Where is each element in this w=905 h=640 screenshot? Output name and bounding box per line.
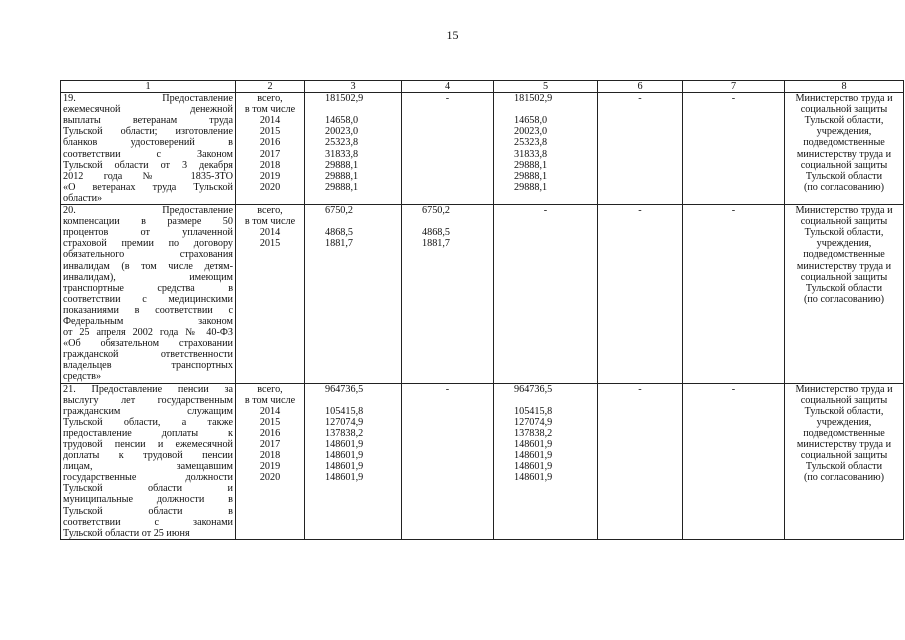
funding-value: 148601,9 — [514, 472, 553, 484]
funding-value: 29888,1 — [514, 170, 548, 182]
column-header: 2 — [236, 81, 305, 93]
description-line: обязательного страхования — [63, 249, 233, 261]
description-line: Тульской области и — [63, 483, 233, 495]
funding-value: 4868,5 — [325, 227, 354, 239]
funding-value: 25323,8 — [325, 137, 359, 149]
year-label: всего, — [257, 93, 283, 105]
funding-value: 20023,0 — [325, 126, 359, 138]
description-line: инвалидам (в том числе детям- — [63, 260, 233, 272]
program-table — [60, 80, 904, 540]
description-line: средств» — [63, 371, 102, 383]
funding-value: 137838,2 — [325, 427, 364, 439]
year-label: всего, — [257, 383, 283, 395]
description-line: ежемесячной денежной — [63, 104, 233, 116]
funding-value: 6750,2 — [325, 205, 354, 217]
funding-value: 1881,7 — [422, 238, 451, 250]
years-cell — [236, 205, 305, 384]
year-label: 2015 — [259, 238, 281, 250]
responsible-line: Министерство труда и — [795, 205, 893, 217]
description-line: соответствии с законами — [63, 516, 233, 528]
local-funding-cell: - — [598, 93, 683, 205]
responsible-line: Тульской области, — [804, 405, 884, 417]
description-line: Тульской области; изготовление — [63, 126, 233, 138]
description-line: Тульской области, а также — [63, 416, 233, 428]
funding-value: 29888,1 — [325, 170, 359, 182]
year-label: 2020 — [259, 181, 281, 193]
year-label: 2015 — [259, 416, 281, 428]
funding-value: 127074,9 — [325, 416, 364, 428]
funding-value: 148601,9 — [325, 472, 364, 484]
page-number: 15 — [446, 28, 459, 42]
description-line: гражданским служащим — [63, 405, 233, 417]
description-line: лицам, замещавшим — [63, 461, 233, 473]
funding-value: 148601,9 — [325, 439, 364, 450]
description-line: выплаты ветеранам труда — [63, 115, 233, 127]
table-row — [61, 383, 904, 539]
description-line: бланков удостоверений в — [63, 137, 233, 149]
year-label: всего, — [257, 205, 283, 217]
regional-funding-cell — [494, 93, 598, 205]
description-line: «Об обязательном страховании — [63, 338, 233, 350]
regional-funding-cell — [494, 383, 598, 539]
description-line: трудовой пенсии и ежемесячной — [63, 439, 233, 450]
year-label: 2019 — [259, 170, 281, 182]
funding-value: 148601,9 — [514, 439, 553, 450]
funding-value: 31833,8 — [514, 148, 548, 160]
federal-funding-cell — [402, 205, 494, 384]
responsible-line: подведомственные — [803, 137, 885, 149]
description-line: муниципальные должности в — [63, 494, 233, 506]
description-line: Федеральным законом — [63, 315, 233, 327]
responsible-line: социальной защиты — [800, 271, 888, 283]
responsible-line: Тульской области, — [804, 227, 884, 239]
funding-value: 4868,5 — [422, 227, 451, 239]
federal-funding-cell — [402, 93, 494, 205]
column-header: 4 — [402, 81, 494, 93]
funding-value: 31833,8 — [325, 148, 359, 160]
total-funding-cell — [305, 205, 402, 384]
other-funding-cell: - — [683, 93, 785, 205]
description-line: страховой премии по договору — [63, 238, 233, 250]
description-line: гражданской ответственности — [63, 349, 233, 361]
measure-description-cell — [61, 93, 236, 205]
column-header: 7 — [683, 81, 785, 93]
year-label: в том числе — [244, 394, 296, 406]
year-label: 2016 — [259, 427, 281, 439]
regional-funding-cell — [494, 205, 598, 384]
year-label: 2017 — [259, 439, 281, 450]
funding-value: 29888,1 — [514, 159, 548, 171]
funding-value: - — [445, 383, 450, 395]
funding-value: 181502,9 — [325, 93, 364, 105]
year-label: 2014 — [259, 405, 281, 417]
description-line: компенсации в размере 50 — [63, 216, 233, 228]
funding-value: 14658,0 — [514, 115, 548, 127]
responsible-line: учреждения, — [816, 416, 872, 428]
year-label: в том числе — [244, 104, 296, 116]
funding-value — [307, 104, 399, 115]
responsible-line: социальной защиты — [800, 216, 888, 228]
funding-value — [496, 104, 595, 115]
description-line: соответствии с Законом — [63, 148, 233, 160]
responsible-line: учреждения, — [816, 126, 872, 138]
description-line: транспортные средства в — [63, 282, 233, 294]
funding-value: - — [445, 93, 450, 105]
other-funding-cell: - — [683, 205, 785, 384]
responsible-line: (по согласованию) — [803, 472, 885, 484]
table-row — [61, 93, 904, 205]
funding-value: 127074,9 — [514, 416, 553, 428]
responsible-line: Тульской области — [805, 461, 883, 473]
funding-value: 25323,8 — [514, 137, 548, 149]
column-header: 1 — [61, 81, 236, 93]
description-line: владельцев транспортных — [63, 360, 233, 372]
local-funding-cell: - — [598, 205, 683, 384]
description-line: от 25 апреля 2002 года № 40-ФЗ — [63, 327, 233, 339]
total-funding-cell — [305, 93, 402, 205]
local-funding-cell: - — [598, 383, 683, 539]
year-label: 2019 — [259, 461, 281, 473]
description-line: государственные должности — [63, 472, 233, 484]
measure-description-cell — [61, 383, 236, 539]
responsible-line: министерству труда и — [796, 260, 892, 272]
responsible-line: социальной защиты — [800, 104, 888, 116]
funding-value: 964736,5 — [514, 383, 553, 395]
funding-value: 964736,5 — [325, 383, 364, 395]
description-line: 21. Предоставление пенсии за — [63, 383, 233, 395]
funding-value: 181502,9 — [514, 93, 553, 105]
responsible-line: министерству труда и — [796, 439, 892, 450]
description-line: Тульской области от 3 декабря — [63, 159, 233, 171]
responsible-line: социальной защиты — [800, 159, 888, 171]
responsible-line: министерству труда и — [796, 148, 892, 160]
responsible-line: Министерство труда и — [795, 93, 893, 105]
responsible-executor-cell — [785, 383, 904, 539]
total-funding-cell — [305, 383, 402, 539]
responsible-line: социальной защиты — [800, 450, 888, 462]
year-label: 2016 — [259, 137, 281, 149]
column-header: 5 — [494, 81, 598, 93]
funding-value: 148601,9 — [514, 461, 553, 473]
measure-description-cell — [61, 205, 236, 384]
funding-value — [496, 395, 595, 406]
funding-value — [404, 216, 491, 227]
description-line: предоставление доплаты к — [63, 427, 233, 439]
responsible-executor-cell — [785, 205, 904, 384]
funding-value: 14658,0 — [325, 115, 359, 127]
funding-value: 148601,9 — [325, 461, 364, 473]
funding-value: 105415,8 — [514, 405, 553, 417]
funding-value: 6750,2 — [422, 205, 451, 217]
description-line: 2012 года № 1835-ЗТО — [63, 170, 233, 182]
years-cell — [236, 93, 305, 205]
responsible-line: социальной защиты — [800, 394, 888, 406]
description-line: доплаты к трудовой пенсии — [63, 450, 233, 462]
description-line: 20. Предоставление — [63, 205, 233, 217]
year-label: 2020 — [259, 472, 281, 484]
year-label: 2017 — [259, 148, 281, 160]
description-line: соответствии с медицинскими — [63, 293, 233, 305]
year-label: 2015 — [259, 126, 281, 138]
year-label: 2018 — [259, 450, 281, 462]
responsible-line: Тульской области, — [804, 115, 884, 127]
header-row — [61, 81, 904, 93]
funding-value: 137838,2 — [514, 427, 553, 439]
funding-value — [307, 395, 399, 406]
description-line: показаниями в соответствии с — [63, 304, 233, 316]
responsible-line: учреждения, — [816, 238, 872, 250]
funding-value: 1881,7 — [325, 238, 354, 250]
year-label: 2014 — [259, 227, 281, 239]
year-label: 2018 — [259, 159, 281, 171]
funding-value: 29888,1 — [325, 181, 359, 193]
responsible-line: Тульской области — [805, 282, 883, 294]
responsible-line: (по согласованию) — [803, 181, 885, 193]
description-line: Тульской области от 25 июня — [63, 527, 190, 539]
federal-funding-cell — [402, 383, 494, 539]
description-line: выслугу лет государственным — [63, 394, 233, 406]
funding-value: 148601,9 — [514, 450, 553, 462]
funding-value: 105415,8 — [325, 405, 364, 417]
column-header: 6 — [598, 81, 683, 93]
responsible-line: Министерство труда и — [795, 383, 893, 395]
year-label: в том числе — [244, 216, 296, 228]
description-line: инвалидам), имеющим — [63, 271, 233, 283]
funding-value: 148601,9 — [325, 450, 364, 462]
responsible-line: подведомственные — [803, 249, 885, 261]
description-line: Тульской области в — [63, 505, 233, 517]
column-header: 8 — [785, 81, 904, 93]
funding-value: 29888,1 — [325, 159, 359, 171]
description-line: «О ветеранах труда Тульской — [63, 181, 233, 193]
years-cell — [236, 383, 305, 539]
responsible-line: (по согласованию) — [803, 293, 885, 305]
responsible-executor-cell — [785, 93, 904, 205]
other-funding-cell: - — [683, 383, 785, 539]
year-label: 2014 — [259, 115, 281, 127]
funding-value: 20023,0 — [514, 126, 548, 138]
table-row — [61, 205, 904, 384]
funding-value: - — [543, 205, 548, 217]
column-header: 3 — [305, 81, 402, 93]
responsible-line: подведомственные — [803, 427, 885, 439]
responsible-line: Тульской области — [805, 170, 883, 182]
description-line: процентов от уплаченной — [63, 227, 233, 239]
funding-value — [307, 216, 399, 227]
description-line: 19. Предоставление — [63, 93, 233, 105]
funding-value: 29888,1 — [514, 181, 548, 193]
description-line: области» — [63, 192, 103, 204]
